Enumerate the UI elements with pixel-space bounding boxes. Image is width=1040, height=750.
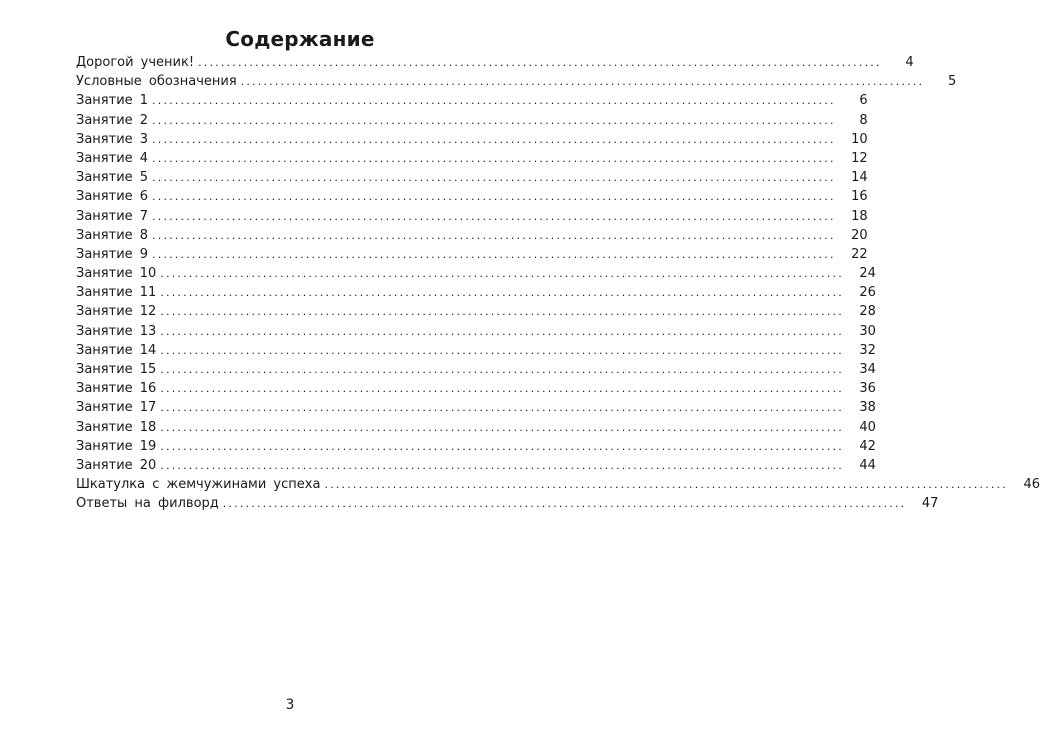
toc-entry bbox=[76, 226, 868, 245]
dot-leader: ........................................................................................................................ bbox=[152, 209, 836, 223]
toc-entry bbox=[76, 207, 868, 226]
toc-entry bbox=[76, 245, 868, 264]
toc-entry-label: Занятие 10 bbox=[76, 266, 157, 282]
dot-leader: ........................................................................................................................ bbox=[222, 497, 907, 511]
toc-entry-page: 12 bbox=[851, 150, 868, 166]
dot-leader: ........................................................................................................................ bbox=[160, 458, 844, 472]
toc-entry bbox=[76, 437, 876, 456]
toc-entry-label: Занятие 15 bbox=[76, 362, 157, 377]
toc-entry bbox=[76, 264, 876, 283]
toc-entry-page: 4 bbox=[905, 55, 914, 70]
toc-entry bbox=[76, 418, 876, 437]
toc-entry-page: 44 bbox=[859, 457, 876, 473]
toc-entry-page: 14 bbox=[851, 170, 868, 186]
toc-entry-page: 34 bbox=[859, 362, 876, 377]
toc-entry-label: Занятие 14 bbox=[76, 342, 157, 358]
toc-entry-page: 47 bbox=[921, 496, 939, 512]
toc-entry bbox=[76, 456, 876, 475]
toc-entry-page: 6 bbox=[859, 93, 868, 109]
dot-leader: ........................................................................................................................ bbox=[160, 420, 844, 434]
toc-entry bbox=[76, 168, 868, 187]
dot-leader: ........................................................................................................................ bbox=[152, 113, 836, 127]
toc-entry-label: Занятие 11 bbox=[76, 285, 157, 301]
toc-entry-page: 18 bbox=[851, 208, 868, 224]
toc-entry bbox=[76, 494, 939, 513]
toc-entry-page: 46 bbox=[1023, 477, 1040, 493]
dot-leader: ........................................................................................................................ bbox=[160, 439, 844, 453]
toc-entry-page: 8 bbox=[859, 112, 868, 128]
toc-entry-label: Ответы на филворд bbox=[76, 496, 219, 512]
dot-leader: ........................................................................................................................ bbox=[152, 247, 836, 261]
toc-entry-page: 26 bbox=[859, 285, 876, 301]
toc-entry bbox=[76, 322, 876, 341]
toc-entry-label: Занятие 12 bbox=[76, 304, 157, 320]
toc-entry-label: Занятие 3 bbox=[76, 131, 149, 147]
toc-entry-label: Занятие 16 bbox=[76, 381, 157, 397]
toc-entry bbox=[76, 149, 868, 168]
toc-entry bbox=[76, 187, 868, 206]
toc-entry bbox=[76, 111, 868, 130]
toc-entry-label: Занятие 19 bbox=[76, 438, 157, 454]
toc-entry-label: Занятие 9 bbox=[76, 246, 149, 262]
toc-entry bbox=[76, 398, 876, 417]
toc-entry-page: 20 bbox=[851, 227, 868, 243]
dot-leader: ........................................................................................................................ bbox=[152, 151, 836, 165]
toc-entry-page: 22 bbox=[851, 246, 868, 262]
toc-entry-label: Занятие 20 bbox=[76, 457, 157, 473]
dot-leader: ........................................................................................................................ bbox=[160, 305, 844, 319]
dot-leader: ........................................................................................................................ bbox=[160, 324, 844, 338]
toc-entry-label: Дорогой ученик! bbox=[76, 55, 195, 70]
dot-leader: ........................................................................................................................ bbox=[324, 478, 1009, 492]
page-number: 3 bbox=[285, 697, 295, 713]
toc-entry-label: Занятие 17 bbox=[76, 400, 157, 416]
dot-leader: ........................................................................................................................ bbox=[160, 343, 844, 357]
dot-leader: ........................................................................................................................ bbox=[198, 56, 882, 69]
toc-entry-label: Занятие 13 bbox=[76, 323, 157, 339]
dot-leader: ........................................................................................................................ bbox=[240, 75, 925, 89]
toc-entry-page: 28 bbox=[859, 304, 876, 320]
page-title: Содержание bbox=[225, 27, 375, 51]
toc-entry-label: Занятие 2 bbox=[76, 112, 149, 128]
toc-entry-label: Занятие 7 bbox=[76, 208, 149, 224]
toc-entry-label: Занятие 1 bbox=[76, 93, 149, 109]
toc-entry-page: 38 bbox=[859, 400, 876, 416]
toc-entry bbox=[76, 341, 876, 360]
toc-entry-label: Занятие 4 bbox=[76, 150, 149, 166]
toc-entry bbox=[76, 302, 876, 321]
dot-leader: ........................................................................................................................ bbox=[152, 171, 836, 185]
toc-entry-page: 30 bbox=[859, 323, 876, 339]
dot-leader: ........................................................................................................................ bbox=[152, 94, 836, 108]
dot-leader: ........................................................................................................................ bbox=[160, 382, 844, 396]
dot-leader: ........................................................................................................................ bbox=[160, 267, 844, 281]
toc-entry bbox=[76, 53, 914, 72]
toc-entry bbox=[76, 379, 876, 398]
toc-entry-page: 42 bbox=[859, 438, 876, 454]
table-of-contents bbox=[76, 53, 1040, 514]
toc-entry-label: Занятие 6 bbox=[76, 189, 149, 205]
toc-entry bbox=[76, 130, 868, 149]
toc-entry bbox=[76, 360, 876, 379]
toc-entry-label: Занятие 8 bbox=[76, 227, 149, 243]
toc-entry-label: Условные обозначения bbox=[76, 74, 237, 90]
toc-entry bbox=[76, 283, 876, 302]
dot-leader: ........................................................................................................................ bbox=[152, 228, 836, 242]
dot-leader: ........................................................................................................................ bbox=[160, 401, 844, 415]
dot-leader: ........................................................................................................................ bbox=[152, 132, 836, 146]
dot-leader: ........................................................................................................................ bbox=[152, 190, 836, 204]
toc-entry-page: 32 bbox=[859, 342, 876, 358]
dot-leader: ........................................................................................................................ bbox=[160, 363, 844, 376]
toc-entry bbox=[76, 72, 957, 91]
toc-entry-page: 24 bbox=[859, 266, 876, 282]
toc-entry bbox=[76, 91, 868, 110]
toc-entry-page: 5 bbox=[947, 74, 957, 90]
toc-entry-page: 16 bbox=[851, 189, 868, 205]
toc-entry bbox=[76, 475, 1040, 494]
toc-entry-page: 36 bbox=[859, 381, 876, 397]
toc-entry-label: Занятие 5 bbox=[76, 170, 149, 186]
toc-entry-page: 40 bbox=[859, 419, 876, 435]
toc-entry-label: Шкатулка с жемчужинами успеха bbox=[76, 477, 321, 493]
dot-leader: ........................................................................................................................ bbox=[160, 286, 844, 300]
toc-entry-page: 10 bbox=[851, 131, 868, 147]
toc-entry-label: Занятие 18 bbox=[76, 419, 157, 435]
